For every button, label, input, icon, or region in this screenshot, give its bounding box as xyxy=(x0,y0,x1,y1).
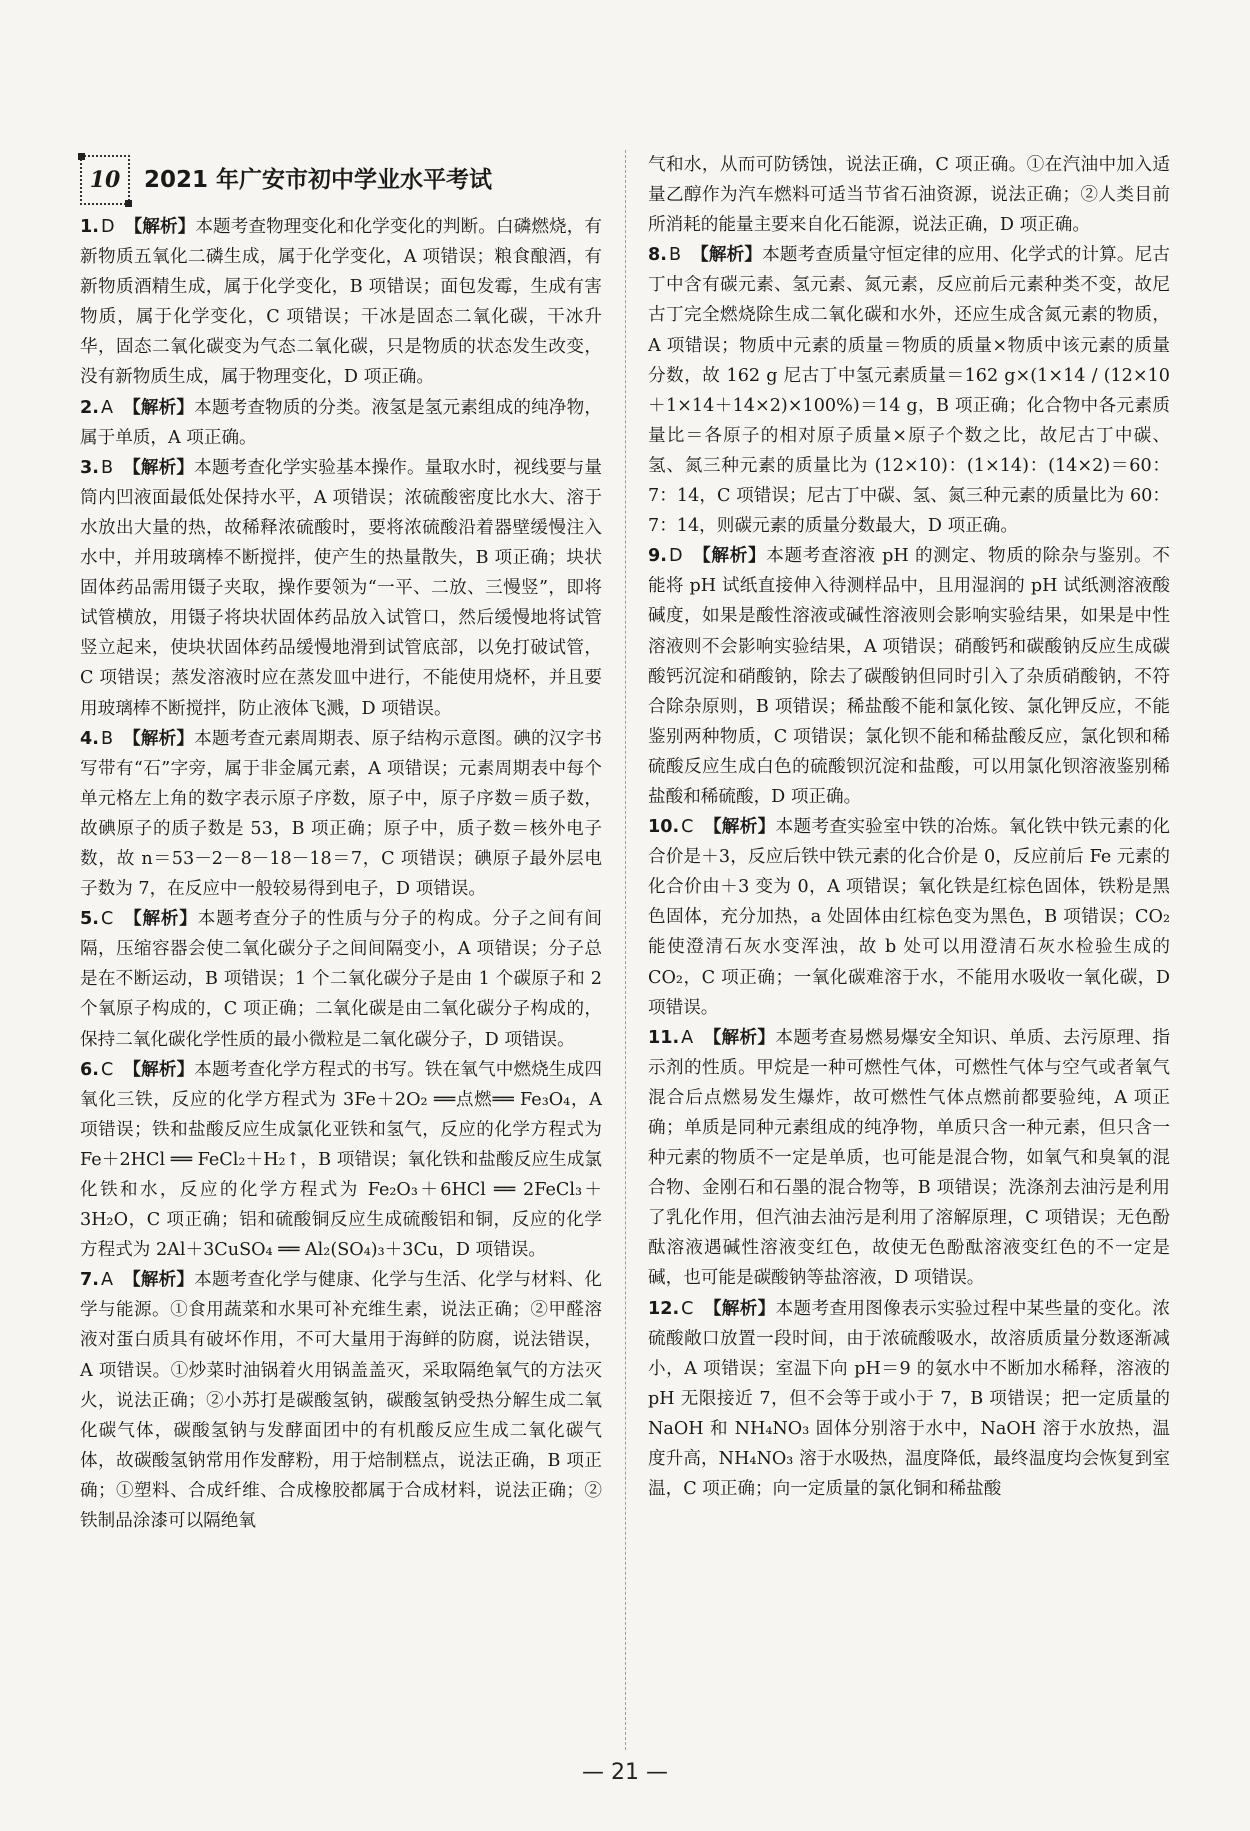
analysis-tag: 【解析】 xyxy=(123,1059,195,1080)
question-number: 5. xyxy=(80,909,99,930)
answer-choice: C xyxy=(100,909,114,930)
answer-choice: C xyxy=(100,1059,114,1080)
answer-choice: A xyxy=(681,1027,694,1048)
left-answer-list xyxy=(80,212,602,1536)
analysis-tag: 【解析】 xyxy=(703,1027,776,1048)
answer-choice: D xyxy=(100,217,115,237)
analysis-text: 本题考查化学方程式的书写。铁在氧气中燃烧生成四氧化三铁，反应的化学方程式为 3Fe＋2O₂ ══点燃══ Fe₃O₄，A 项错误；铁和盐酸反应生成氯化亚铁和氢气，反应的化学方程式为 Fe＋2HCl ══ FeCl₂＋H₂↑，B 项错误；氧化铁和盐酸反应生成氯化铁和水，反应的化学方程式为 Fe₂O₃＋6HCl ══ 2FeCl₃＋3H₂O，C 项正确；铝和硫酸铜反应生成硫酸铝和铜，反应的化学方程式为 2Al＋3CuSO₄ ══ Al₂(SO₄)₃＋3Cu，D 项错误。 xyxy=(80,1059,602,1261)
answer-choice: C xyxy=(681,1298,694,1319)
answer-item xyxy=(648,240,1170,541)
page-number: — 21 — xyxy=(582,1760,668,1785)
analysis-tag: 【解析】 xyxy=(123,909,198,930)
answer-item xyxy=(648,541,1170,812)
analysis-text: 本题考查化学与健康、化学与生活、化学与材料、化学与能源。①食用蔬菜和水果可补充维生素，说法正确；②甲醛溶液对蛋白质具有破坏作用，不可大量用于海鲜的防腐，说法错误，A 项错误。①炒菜时油锅着火用锅盖盖灭，采取隔绝氧气的方法灭火，说法正确；②小苏打是碳酸氢钠，碳酸氢钠受热分解生成二氧化碳气体，碳酸氢钠与发酵面团中的有机酸反应生成二氧化碳气体，故碳酸氢钠常用作发酵粉，用于焙制糕点，说法正确，B 项正确；①塑料、合成纤维、合成橡胶都属于合成材料，说法正确；②铁制品涂漆可以隔绝氧 xyxy=(80,1270,602,1532)
analysis-text: 本题考查元素周期表、原子结构示意图。碘的汉字书写带有“石”字旁，属于非金属元素，A 项错误；元素周期表中每个单元格左上角的数字表示原子序数，原子中，原子序数＝质子数，故碘原子的质子数是 53，B 项正确；原子中，质子数＝核外电子数，故 n＝53－2－8－18－18＝7，C 项错误；碘原子最外层电子数为 7，在反应中一般较易得到电子，D 项错误。 xyxy=(80,728,602,900)
answer-choice: B xyxy=(100,728,114,749)
answer-item xyxy=(648,812,1170,1023)
analysis-text: 本题考查质量守恒定律的应用、化学式的计算。尼古丁中含有碳元素、氢元素、氮元素，反应前后元素种类不变，故尼古丁完全燃烧除生成二氧化碳和水外，还应生成含氮元素的物质，A 项错误；物质中元素的质量＝物质的质量×物质中该元素的质量分数，故 162 g 尼古丁中氢元素质量＝162 g×(1×14 / (12×10＋1×14＋14×2)×100%)＝14 g，B 项正确；化合物中各元素质量比＝各原子的相对原子质量×原子个数之比，故尼古丁中碳、氢、氮三种元素的质量比为 (12×10)：(1×14)：(14×2)＝60：7：14，C 项错误；尼古丁中碳、氢、氮三种元素的质量比为 60：7：14，则碳元素的质量分数最大，D 项正确。 xyxy=(648,245,1170,537)
question-number: 1. xyxy=(80,217,99,237)
analysis-tag: 【解析】 xyxy=(692,546,767,567)
answer-item xyxy=(80,1265,602,1536)
analysis-tag: 【解析】 xyxy=(703,1298,776,1319)
answer-item xyxy=(80,1055,602,1266)
left-column xyxy=(80,150,602,1536)
answer-item xyxy=(80,393,602,453)
answer-item xyxy=(648,1023,1170,1294)
analysis-text: 本题考查实验室中铁的冶炼。氧化铁中铁元素的化合价是＋3，反应后铁中铁元素的化合价是 0，反应前后 Fe 元素的化合价由＋3 变为 0，A 项错误；氧化铁是红棕色固体，铁粉是黑色固体，充分加热，a 处固体由红棕色变为黑色，B 项错误；CO₂ 能使澄清石灰水变浑浊，故 b 处可以用澄清石灰水检验生成的 CO₂，C 项正确；一氧化碳难溶于水，不能用水吸收一氧化碳，D 项错误。 xyxy=(648,817,1170,1018)
analysis-text: 本题考查化学实验基本操作。量取水时，视线要与量筒内凹液面最低处保持水平，A 项错误；浓硫酸密度比水大、溶于水放出大量的热，故稀释浓硫酸时，要将浓硫酸沿着器壁缓慢注入水中，并用玻璃棒不断搅拌，使产生的热量散失，B 项正确；块状固体药品需用镊子夹取，操作要领为“一平、二放、三慢竖”，即将试管横放，用镊子将块状固体药品放入试管口，然后缓慢地将试管竖立起来，使块状固体药品缓慢地滑到试管底部，以免打破试管，C 项错误；蒸发溶液时应在蒸发皿中进行，不能使用烧杯，并且要用玻璃棒不断搅拌，防止液体飞溅，D 项错误。 xyxy=(80,457,602,719)
analysis-text: 气和水，从而可防锈蚀，说法正确，C 项正确。①在汽油中加入适量乙醇作为汽车燃料可适当节省石油资源，说法正确；②人类目前所消耗的能量主要来自化石能源，说法正确，D 项正确。 xyxy=(648,155,1170,236)
analysis-text: 本题考查分子的性质与分子的构成。分子之间有间隔，压缩容器会使二氧化碳分子之间间隔变小，A 项错误；分子总是在不断运动，B 项错误；1 个二氧化碳分子是由 1 个碳原子和 2 个氧原子构成的，C 项正确；二氧化碳是由二氧化碳分子构成的，保持二氧化碳化学性质的最小微粒是二氧化碳分子，D 项错误。 xyxy=(80,909,602,1050)
answer-choice: B xyxy=(100,457,114,478)
analysis-text: 本题考查物理变化和化学变化的判断。白磷燃烧，有新物质五氧化二磷生成，属于化学变化，A 项错误；粮食酿酒，有新物质酒精生成，属于化学变化，B 项错误；面包发霉，生成有害物质，属于化学变化，C 项错误；干冰是固态二氧化碳，干冰升华，固态二氧化碳变为气态二氧化碳，只是物质的状态发生改变，没有新物质生成，属于物理变化，D 项正确。 xyxy=(80,217,602,388)
analysis-text: 本题考查溶液 pH 的测定、物质的除杂与鉴别。不能将 pH 试纸直接伸入待测样品中，且用湿润的 pH 试纸测溶液酸碱度，如果是酸性溶液或碱性溶液则会影响实验结果，如果是中性溶液则不会影响实验结果，A 项错误；硝酸钙和碳酸钠反应生成碳酸钙沉淀和硝酸钠，除去了碳酸钠但同时引入了杂质硝酸钠，不符合除杂原则，B 项错误；稀盐酸不能和氯化铵、氯化钾反应，不能鉴别两种物质，C 项错误；氯化钡不能和稀盐酸反应，氯化钡和稀硫酸反应生成白色的硫酸钡沉淀和盐酸，可以用氯化钡溶液鉴别稀盐酸和稀硫酸，D 项正确。 xyxy=(648,546,1170,807)
right-answer-list xyxy=(648,150,1170,1504)
section-title: 2021 年广安市初中学业水平考试 xyxy=(144,166,493,193)
column-divider xyxy=(625,150,626,1750)
answer-item xyxy=(80,453,602,724)
analysis-tag: 【解析】 xyxy=(123,728,195,749)
answer-choice: D xyxy=(668,546,683,567)
analysis-text: 本题考查用图像表示实验过程中某些量的变化。浓硫酸敞口放置一段时间，由于浓硫酸吸水，故溶质质量分数逐渐减小，A 项错误；室温下向 pH＝9 的氨水中不断加水稀释，溶液的 pH 无限接近 7，但不会等于或小于 7，B 项错误；把一定质量的 NaOH 和 NH₄NO₃ 固体分别溶于水中，NaOH 溶于水放热，温度升高，NH₄NO₃ 溶于水吸热，温度降低，最终温度均会恢复到室温，C 项正确；向一定质量的氯化铜和稀盐酸 xyxy=(648,1298,1170,1500)
answer-item xyxy=(80,724,602,905)
analysis-tag: 【解析】 xyxy=(124,217,196,237)
answer-page xyxy=(80,150,1170,1750)
answer-item xyxy=(80,212,602,393)
analysis-text: 本题考查物质的分类。液氢是氢元素组成的纯净物，属于单质，A 项正确。 xyxy=(80,397,602,448)
answer-choice: A xyxy=(100,397,113,418)
answer-item xyxy=(648,1294,1170,1505)
question-number: 12. xyxy=(648,1298,680,1319)
answer-choice: C xyxy=(681,817,694,838)
question-number: 8. xyxy=(648,245,667,266)
answer-item xyxy=(80,904,602,1054)
analysis-tag: 【解析】 xyxy=(122,1270,195,1291)
section-number-box xyxy=(80,155,130,205)
section-header xyxy=(80,150,602,210)
question-number: 10. xyxy=(648,817,680,838)
question-number: 7. xyxy=(80,1270,99,1291)
analysis-tag: 【解析】 xyxy=(123,457,195,478)
question-number: 4. xyxy=(80,728,99,749)
question-number: 9. xyxy=(648,546,667,567)
analysis-tag: 【解析】 xyxy=(691,245,763,266)
question-number: 2. xyxy=(80,397,99,418)
question-number: 6. xyxy=(80,1059,99,1080)
section-number: 10 xyxy=(89,166,121,193)
answer-choice: B xyxy=(668,245,682,266)
analysis-text: 本题考查易燃易爆安全知识、单质、去污原理、指示剂的性质。甲烷是一种可燃性气体，可燃性气体与空气或者氧气混合后点燃易发生爆炸，故可燃性气体点燃前都要验纯，A 项正确；单质是同种元素组成的纯净物，单质只含一种元素，但只含一种元素的物质不一定是单质，也可能是混合物，如氧气和臭氧的混合物、金刚石和石墨的混合物等，B 项错误；洗涤剂去油污是利用了乳化作用，但汽油去油污是利用了溶解原理，C 项错误；无色酚酞溶液遇碱性溶液变红色，故使无色酚酞溶液变红色的不一定是碱，也可能是碳酸钠等盐溶液，D 项错误。 xyxy=(648,1027,1170,1289)
answer-item xyxy=(648,150,1170,240)
answer-choice: A xyxy=(100,1270,113,1291)
question-number: 11. xyxy=(648,1027,680,1048)
right-column xyxy=(648,150,1170,1504)
analysis-tag: 【解析】 xyxy=(122,397,195,418)
analysis-tag: 【解析】 xyxy=(703,817,776,838)
question-number: 3. xyxy=(80,457,99,478)
